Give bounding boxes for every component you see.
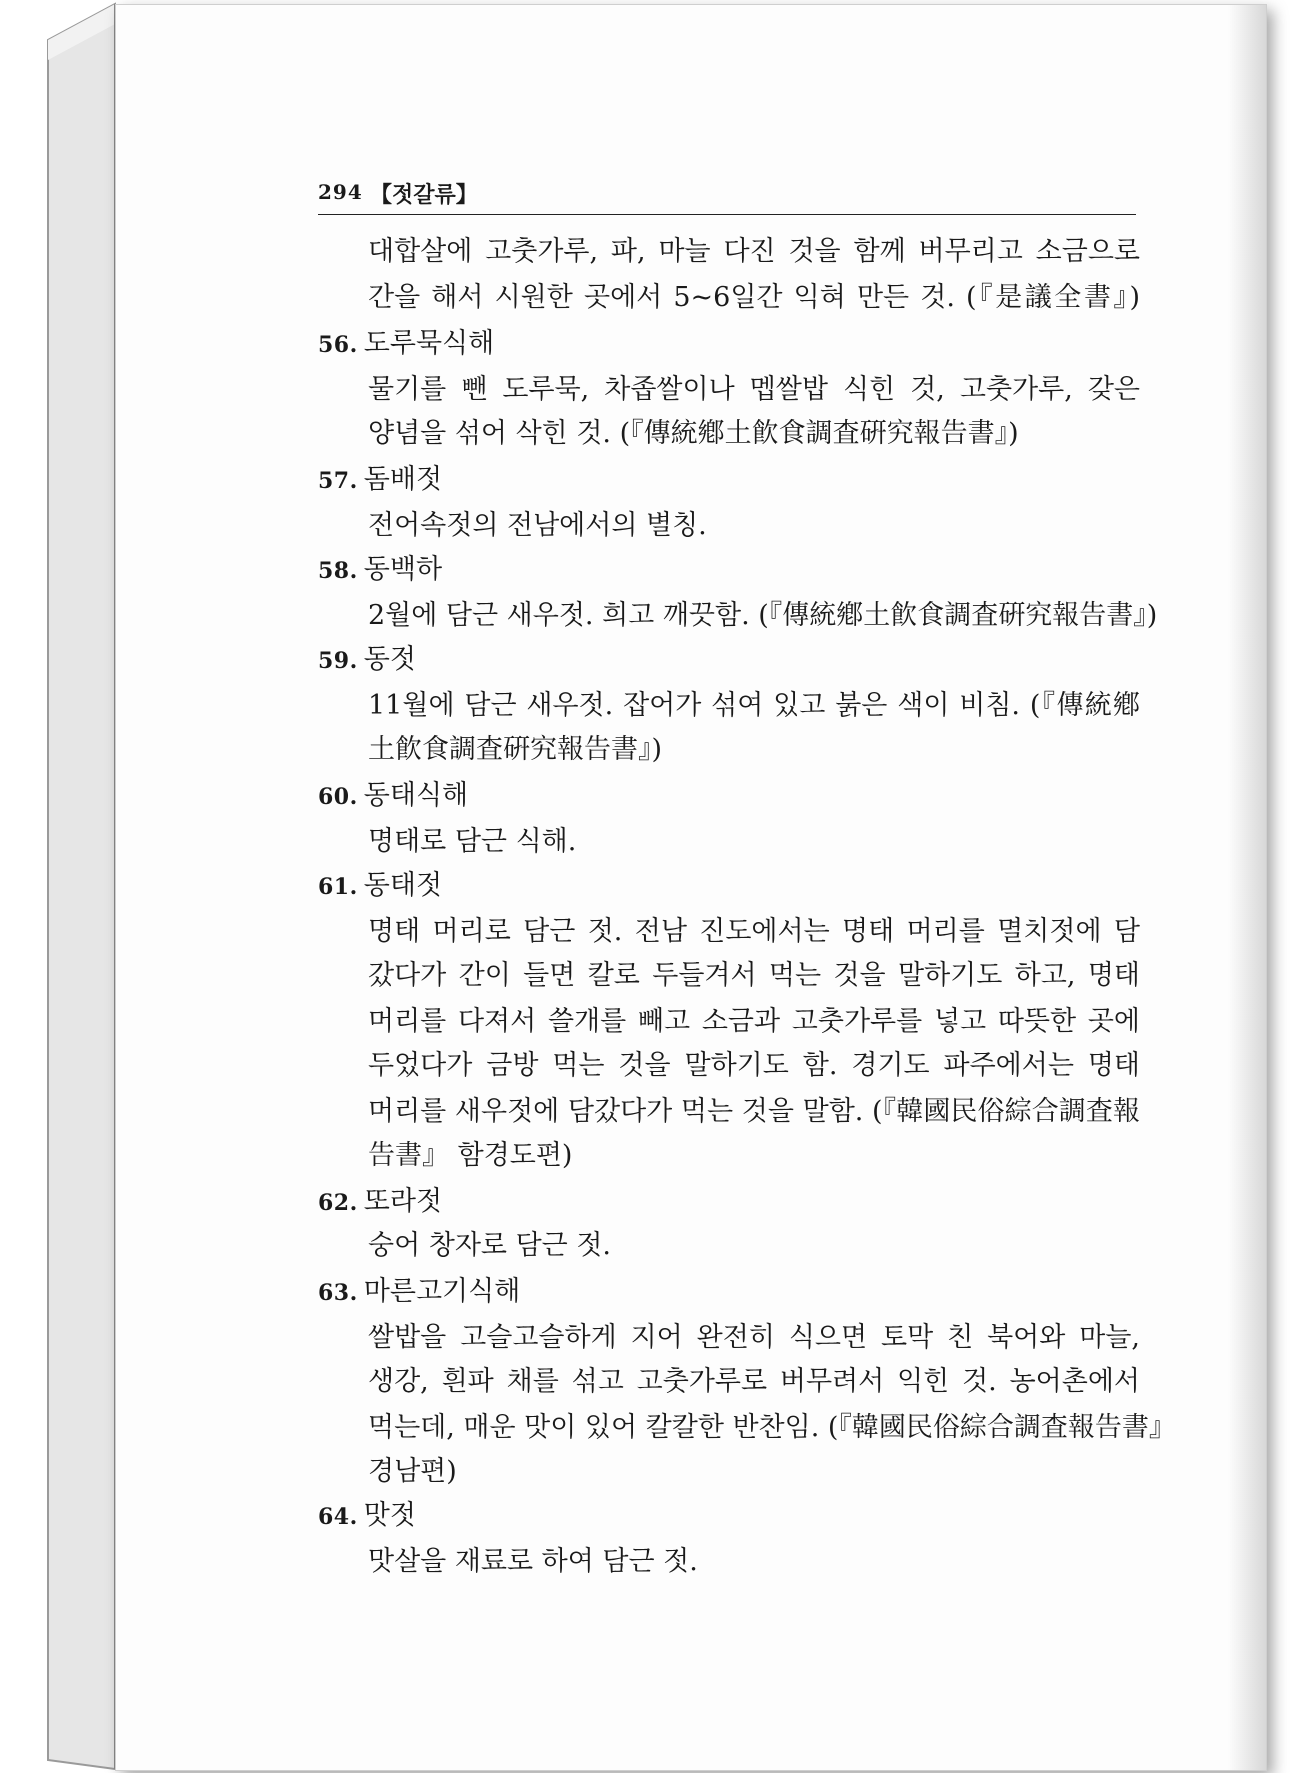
text-line: 갔다가 간이 들면 칼로 두들겨서 먹는 것을 말하기도 하고, 명태 bbox=[368, 960, 1140, 991]
entry-title: 동태식해 bbox=[363, 780, 469, 811]
entry-title: 도루묵식해 bbox=[363, 328, 495, 359]
entry-title: 동태젓 bbox=[363, 870, 443, 901]
running-head bbox=[318, 180, 1136, 215]
entry-title: 동백하 bbox=[363, 554, 443, 585]
entry-heading bbox=[318, 776, 468, 816]
entry-title: 맛젓 bbox=[363, 1500, 416, 1531]
text-line: 11월에 담근 새우젓. 잡어가 섞여 있고 붉은 색이 비침. (『傳統鄕 bbox=[368, 690, 1140, 721]
entry-heading bbox=[318, 324, 494, 364]
text-line: 두었다가 금방 먹는 것을 말하기도 함. 경기도 파주에서는 명태 bbox=[368, 1050, 1140, 1081]
entry-heading bbox=[318, 1182, 442, 1222]
text-line: 명태 머리로 담근 젓. 전남 진도에서는 명태 머리를 멸치젓에 담 bbox=[368, 916, 1140, 947]
entry-heading bbox=[318, 866, 442, 906]
entry-title: 또라젓 bbox=[363, 1186, 443, 1217]
entry-number: 64. bbox=[318, 1504, 358, 1530]
text-line: 명태로 담근 식해. bbox=[368, 826, 577, 857]
page-edge-shadow bbox=[1228, 5, 1266, 1770]
entry-number: 60. bbox=[318, 784, 358, 810]
entry-number: 56. bbox=[318, 332, 358, 358]
text-line: 숭어 창자로 담근 젓. bbox=[368, 1230, 611, 1261]
text-line: 간을 해서 시원한 곳에서 5~6일간 익혀 만든 것. (『是議全書』) bbox=[368, 282, 1140, 313]
text-line: 양념을 섞어 삭힌 것. (『傳統鄕土飮食調査硏究報告書』) bbox=[368, 418, 1019, 449]
entry-heading bbox=[318, 550, 442, 590]
entry-heading bbox=[318, 640, 416, 680]
entry-title: 마른고기식해 bbox=[363, 1276, 521, 1307]
entry-heading bbox=[318, 460, 442, 500]
section-title: 【젓갈류】 bbox=[370, 182, 478, 208]
entry-heading bbox=[318, 1272, 520, 1312]
text-line: 경남편) bbox=[368, 1456, 457, 1487]
entry-number: 63. bbox=[318, 1280, 358, 1306]
page-number: 294 bbox=[318, 180, 363, 204]
text-line: 대합살에 고춧가루, 파, 마늘 다진 것을 함께 버무리고 소금으로 bbox=[368, 236, 1140, 267]
entry-number: 62. bbox=[318, 1190, 358, 1216]
text-line: 생강, 흰파 채를 섞고 고춧가루로 버무려서 익힌 것. 농어촌에서 bbox=[368, 1366, 1140, 1397]
text-line: 맛살을 재료로 하여 담근 젓. bbox=[368, 1546, 698, 1577]
entry-number: 59. bbox=[318, 648, 358, 674]
text-line: 土飮食調査硏究報告書』) bbox=[368, 734, 663, 765]
text-line: 2월에 담근 새우젓. 희고 깨끗함. (『傳統鄕土飮食調査硏究報告書』) bbox=[368, 600, 1158, 631]
text-line: 쌀밥을 고슬고슬하게 지어 완전히 식으면 토막 친 북어와 마늘, bbox=[368, 1322, 1140, 1353]
text-line: 전어속젓의 전남에서의 별칭. bbox=[368, 510, 707, 541]
entry-number: 61. bbox=[318, 874, 358, 900]
entry-number: 57. bbox=[318, 468, 358, 494]
text-line: 머리를 새우젓에 담갔다가 먹는 것을 말함. (『韓國民俗綜合調査報 bbox=[368, 1096, 1140, 1127]
entry-title: 돔배젓 bbox=[363, 464, 443, 495]
entry-title: 동젓 bbox=[363, 644, 416, 675]
text-line: 머리를 다져서 쓸개를 빼고 소금과 고춧가루를 넣고 따뜻한 곳에 bbox=[368, 1006, 1140, 1037]
text-line: 告書』 함경도편) bbox=[368, 1140, 573, 1171]
text-line: 먹는데, 매운 맛이 있어 칼칼한 반찬임. (『韓國民俗綜合調査報告書』 bbox=[368, 1412, 1176, 1443]
entry-heading bbox=[318, 1496, 416, 1536]
text-line: 물기를 뺀 도루묵, 차좁쌀이나 멥쌀밥 식힌 것, 고춧가루, 갖은 bbox=[368, 374, 1140, 405]
entry-number: 58. bbox=[318, 558, 358, 584]
